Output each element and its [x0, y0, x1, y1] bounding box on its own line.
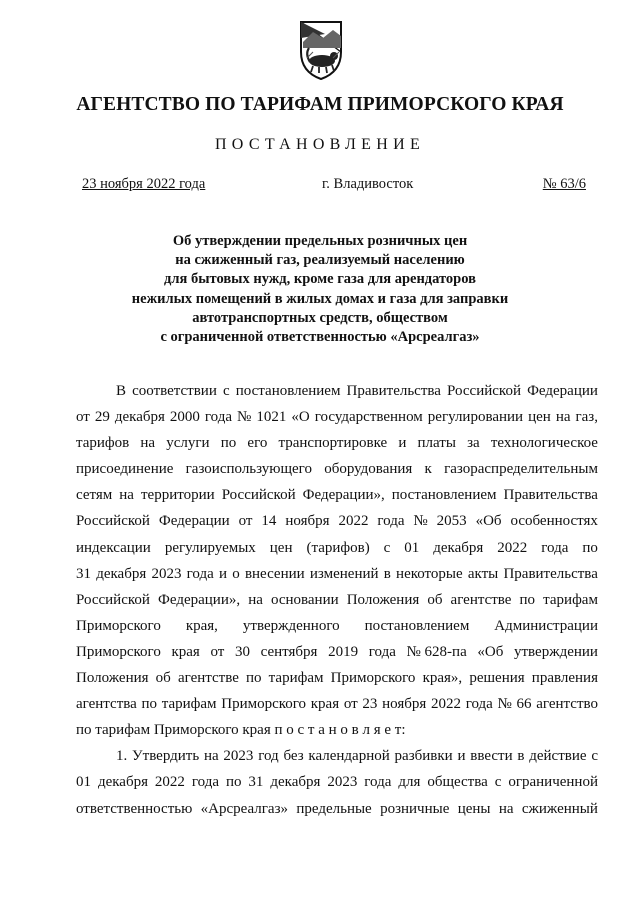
body-word: государственном: [314, 409, 423, 426]
body-line: [76, 665, 598, 691]
body-word: от: [238, 513, 253, 530]
body-word: 2000: [169, 409, 200, 426]
body-word: 31: [76, 565, 91, 582]
title-line: автотранспортных средств, обществом: [192, 309, 448, 326]
body-line: [76, 743, 598, 769]
body-line: [76, 717, 598, 743]
body-word: сентября: [260, 643, 318, 660]
document-type: ПОСТАНОВЛЕНИЕ: [214, 136, 426, 153]
body-word: Федерации: [158, 513, 230, 530]
body-word: 2022: [338, 513, 369, 530]
body-line: [76, 769, 598, 795]
body-word: с: [222, 383, 230, 399]
body-word: с: [383, 539, 391, 556]
body-word: решения: [469, 670, 525, 687]
title-line: на сжиженный газ, реализуемый населению: [175, 252, 465, 269]
body-word: об: [427, 591, 443, 608]
body-word: индексации: [76, 539, 151, 556]
body-word: акты: [467, 565, 499, 582]
body-word: от: [76, 409, 90, 426]
body-word: утвержденного: [242, 617, 340, 634]
body-word: «Об: [477, 643, 504, 660]
body-word: цены: [457, 800, 491, 817]
body-word: основании: [270, 591, 339, 608]
body-word: об: [155, 670, 171, 687]
body-word: декабря: [433, 539, 484, 556]
body-word: его: [247, 435, 268, 452]
body-word: 66: [516, 696, 532, 713]
body-word: сетям: [76, 487, 113, 504]
body-word: с: [494, 774, 502, 791]
body-word: на: [119, 487, 134, 504]
body-word: постановлением: [364, 617, 470, 634]
body-word: внесении: [244, 565, 305, 582]
body-word: по: [582, 539, 598, 556]
body-word: декабря: [96, 565, 147, 582]
body-word: декабря: [270, 774, 321, 791]
body-word: о: [232, 565, 240, 582]
body-word: края»,: [422, 670, 463, 687]
body-word: оборудования: [324, 461, 413, 478]
body-word: для: [398, 774, 421, 791]
body-word: края: [310, 696, 340, 713]
body-word: тарифам: [161, 696, 217, 713]
body-word: присоединение: [76, 461, 174, 478]
body-word: Российской: [76, 591, 150, 608]
body-word: 2053: [436, 513, 467, 530]
body-word: и: [457, 748, 466, 765]
body-word: по: [246, 670, 262, 687]
body-word: 2023: [223, 748, 254, 765]
body-word: от: [343, 696, 358, 713]
body-word: тарифам: [543, 591, 598, 608]
body-line: [76, 639, 598, 665]
body-word: Российской: [76, 513, 150, 530]
body-word: правления: [531, 670, 598, 687]
body-word: № 628-па: [406, 643, 467, 660]
body-word: по: [519, 591, 536, 608]
document-date: 23 ноября 2022 года: [82, 176, 206, 192]
body-word: края,: [185, 617, 218, 634]
body-word: календарной: [308, 748, 390, 765]
body-word: 31: [248, 774, 264, 791]
body-word: Российской: [447, 383, 521, 399]
body-word: транспортировке: [278, 435, 388, 452]
body-word: платы: [417, 435, 456, 452]
body-word: Правительства: [503, 487, 598, 504]
body-word: по тарифам Приморского края п о с т а н о в л я е т:: [76, 722, 406, 739]
body-word: года: [364, 774, 392, 791]
body-word: 2022: [430, 696, 461, 713]
body-word: 2023: [327, 774, 358, 791]
body-word: Приморского: [221, 696, 307, 713]
body-word: постановлением: [235, 383, 341, 399]
body-word: за: [467, 435, 480, 452]
body-line: [76, 613, 598, 639]
body-word: №: [237, 409, 252, 426]
body-line: [76, 535, 598, 561]
body-line: [76, 404, 598, 430]
body-word: общества: [427, 774, 488, 791]
body-word: газ,: [575, 409, 598, 426]
document-title: [60, 232, 580, 347]
body-word: декабря: [97, 774, 148, 791]
body-word: агентстве: [177, 670, 239, 687]
body-word: Приморского: [330, 670, 416, 687]
body-word: на: [203, 748, 219, 765]
body-word: (тарифов): [306, 539, 370, 556]
body-word: 2019: [328, 643, 359, 660]
body-word: 1.: [116, 748, 128, 765]
title-line: нежилых помещений в жилых домах и газа для заправки: [131, 290, 509, 307]
body-word: тарифам: [268, 670, 324, 687]
body-word: В: [116, 383, 127, 399]
body-word: сжиженный: [521, 800, 598, 817]
document-number: № 63/6: [542, 176, 586, 192]
body-line: [76, 456, 598, 482]
body-word: 29: [94, 409, 110, 426]
body-word: 2022: [154, 774, 185, 791]
body-word: «Арсреалгаз»: [200, 800, 288, 817]
body-word: края: [171, 643, 200, 660]
body-word: 1021: [256, 409, 287, 426]
body-word: с: [591, 748, 598, 765]
body-word: и: [398, 435, 407, 452]
body-word: по: [141, 696, 158, 713]
body-word: декабря: [114, 409, 165, 426]
body-word: без: [283, 748, 304, 765]
body-word: Федерации»,: [302, 487, 385, 504]
body-word: год: [258, 748, 279, 765]
body-word: разбивки: [394, 748, 453, 765]
body-word: Правительства: [346, 383, 441, 399]
body-word: услуги: [166, 435, 210, 452]
body-word: предельные: [296, 800, 372, 817]
body-word: цен: [269, 539, 293, 556]
body-word: №: [497, 696, 512, 713]
title-line: Об утверждении предельных розничных цен: [172, 233, 468, 249]
body-word: территории: [141, 487, 215, 504]
body-word: Администрации: [494, 617, 598, 634]
body-word: 2022: [497, 539, 528, 556]
body-word: на: [498, 800, 514, 817]
body-word: агентства: [76, 696, 137, 713]
body-word: некоторые: [396, 565, 463, 582]
body-word: особенностях: [510, 513, 598, 530]
body-word: 14: [261, 513, 277, 530]
body-word: на: [248, 591, 263, 608]
body-word: розничные: [380, 800, 450, 817]
body-word: соответствии: [132, 383, 217, 399]
document-body: [76, 378, 598, 822]
body-line: [76, 587, 598, 613]
body-word: технологическое: [490, 435, 598, 452]
body-word: агентство: [536, 696, 598, 713]
body-word: газораспределительным: [444, 461, 598, 478]
body-word: Российской: [221, 487, 296, 504]
body-word: в: [517, 748, 525, 765]
body-word: газоиспользующего: [185, 461, 312, 478]
body-word: в: [383, 565, 391, 582]
body-word: года: [186, 565, 214, 582]
body-word: года: [191, 774, 219, 791]
title-line: для бытовых нужд, кроме газа для арендаторов: [164, 271, 476, 288]
body-line: [76, 430, 598, 456]
body-word: «О: [291, 409, 310, 426]
body-line: [76, 691, 598, 717]
body-word: 01: [76, 774, 91, 791]
body-word: 2023: [151, 565, 182, 582]
document-city: г. Владивосток: [322, 176, 414, 192]
body-word: года: [204, 409, 233, 426]
body-word: Федерации: [527, 383, 598, 399]
body-word: ноября: [285, 513, 330, 530]
coat-of-arms-icon: [295, 18, 347, 82]
agency-name: АГЕНТСТВО ПО ТАРИФАМ ПРИМОРСКОГО КРАЯ: [76, 94, 564, 115]
body-word: 23: [362, 696, 378, 713]
body-word: постановлением: [391, 487, 497, 504]
body-word: изменений: [309, 565, 379, 582]
title-line: с ограниченной ответственностью «Арсреалгаз»: [160, 329, 480, 346]
body-line: [76, 378, 598, 404]
body-word: Приморского: [76, 617, 161, 634]
body-word: от: [210, 643, 225, 660]
body-word: тарифов: [76, 435, 130, 452]
body-word: года: [377, 513, 405, 530]
body-line: [76, 508, 598, 534]
body-word: действие: [529, 748, 587, 765]
body-word: года: [465, 696, 493, 713]
body-word: ограниченной: [508, 774, 598, 791]
body-word: Правительства: [503, 565, 598, 582]
body-word: ноября: [382, 696, 427, 713]
body-word: ввести: [470, 748, 513, 765]
body-word: регулируемых: [164, 539, 256, 556]
body-word: Утвердить: [132, 748, 200, 765]
body-word: года: [541, 539, 569, 556]
body-word: утверждении: [514, 643, 598, 660]
body-word: на: [140, 435, 156, 452]
body-word: регулировании: [427, 409, 524, 426]
body-word: 01: [404, 539, 420, 556]
body-word: к: [424, 461, 432, 478]
body-line: [76, 796, 598, 822]
body-word: и: [219, 565, 228, 582]
body-word: «Об: [475, 513, 502, 530]
body-word: по: [220, 435, 237, 452]
body-word: цен: [528, 409, 551, 426]
body-word: года: [368, 643, 396, 660]
body-line: [76, 482, 598, 508]
body-word: по: [225, 774, 242, 791]
body-word: №: [413, 513, 428, 530]
body-word: Положения: [76, 670, 149, 687]
body-line: [76, 561, 598, 587]
body-word: 30: [234, 643, 250, 660]
body-word: на: [555, 409, 571, 426]
body-word: ответственностью: [76, 800, 193, 817]
body-word: Положения: [346, 591, 420, 608]
body-word: Приморского: [76, 643, 161, 660]
body-word: агентстве: [450, 591, 512, 608]
body-word: Федерации»,: [158, 591, 241, 608]
